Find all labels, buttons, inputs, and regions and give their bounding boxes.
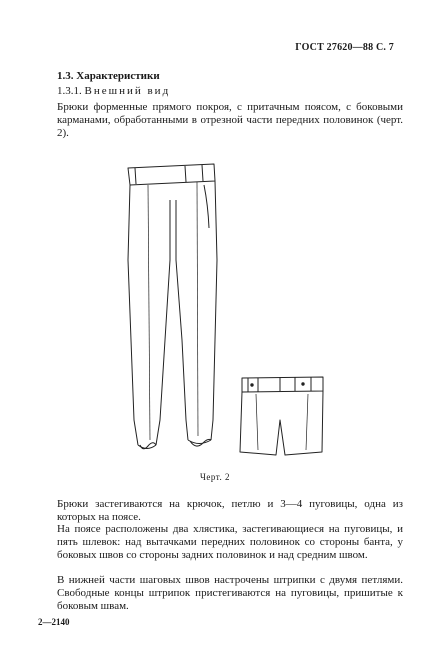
left-leg-outer [128, 185, 138, 445]
paragraph-2: Брюки застегиваются на крючок, петлю и 3—4 пуговицы, одна из которых на поясе. [57, 498, 403, 523]
paragraph-1: Брюки форменные прямого покроя, с притачным поясом, с боковыми карманами, обработанными в отрезной части передних половинок (черт. 2). [57, 101, 403, 139]
shorts-body [240, 391, 323, 455]
page-footer: 2—2140 [38, 617, 70, 627]
section-title: 1.3. Характеристики [57, 70, 160, 82]
subsection-title: Внешний вид [84, 85, 171, 97]
figure-caption: Черт. 2 [200, 472, 230, 482]
paragraph-3: На поясе расположены два хлястика, застегивающиеся на пуговицы, и пять шлевок: над вытачками передних половинок со стороны банта, у боковых швов со стороны задних половинок и над средним швом. [57, 523, 403, 561]
paragraph-4: В нижней части шаговых швов настрочены штрипки с двумя петлями. Свободные концы штрипок пристегиваются на пуговицы, пришитые к боковым швам. [57, 574, 403, 612]
right-leg-outer [211, 181, 217, 440]
page-header: ГОСТ 27620—88 С. 7 [295, 42, 394, 53]
subsection-number: 1.3.1. [57, 85, 82, 97]
